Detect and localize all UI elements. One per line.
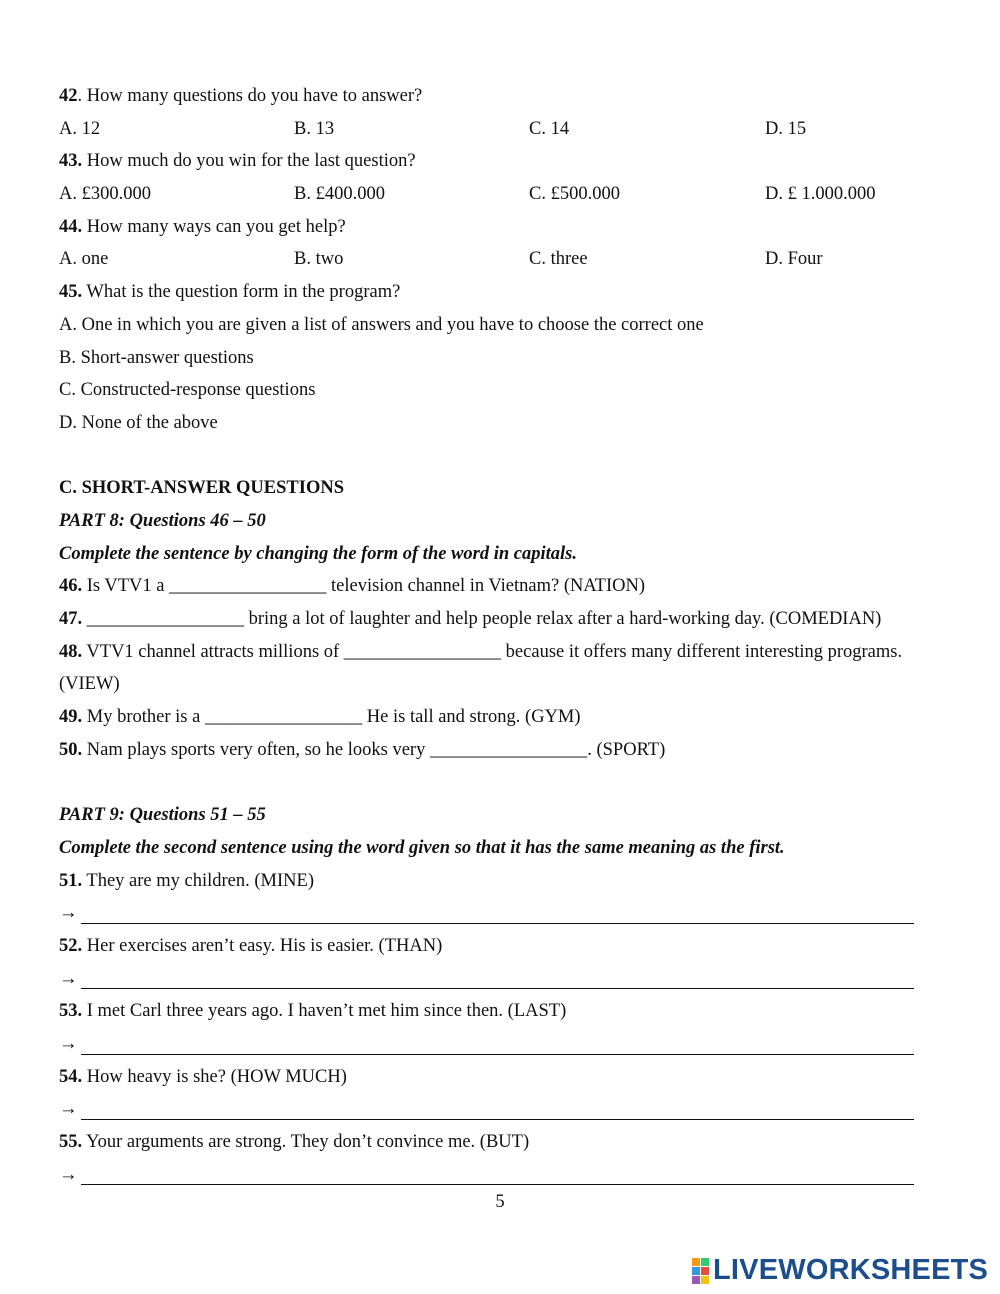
spacer	[59, 766, 959, 799]
options-42	[59, 113, 959, 146]
arrow-icon: →	[59, 1099, 78, 1120]
option-c[interactable]: C. 14	[529, 118, 570, 139]
question-number: 52.	[59, 935, 83, 956]
answer-line-52[interactable]	[59, 963, 959, 996]
option-a[interactable]: A. £300.000	[59, 184, 151, 205]
arrow-icon: →	[59, 1164, 78, 1185]
question-number: 53.	[59, 1001, 83, 1022]
question-55	[59, 1126, 959, 1159]
liveworksheets-logo	[692, 1254, 988, 1287]
question-text: (VIEW)	[59, 674, 120, 695]
question-54	[59, 1061, 959, 1094]
option-a[interactable]: A. One in which you are given a list of answers and you have to choose the correct one	[59, 314, 704, 335]
question-number: 42	[59, 86, 78, 106]
question-number: 43.	[59, 151, 83, 172]
question-number: 45.	[59, 282, 83, 303]
option-d[interactable]: D. None of the above	[59, 412, 218, 433]
logo-text: LIVEWORKSHEETS	[713, 1254, 989, 1286]
part-8-instruction: Complete the sentence by changing the form of the word in capitals.	[59, 543, 577, 564]
question-48-continued	[59, 668, 959, 701]
question-45	[59, 276, 959, 309]
option-b[interactable]: B. Short-answer questions	[59, 347, 254, 368]
question-43	[59, 145, 959, 178]
question-number: 49.	[59, 707, 83, 728]
option-b[interactable]: B. 13	[294, 118, 335, 139]
question-46[interactable]	[59, 570, 959, 603]
answer-line-55[interactable]	[59, 1159, 959, 1192]
answer-rule[interactable]	[81, 966, 914, 989]
option-a[interactable]: A. 12	[59, 118, 101, 139]
question-text: They are my children. (MINE)	[82, 870, 314, 891]
option-c[interactable]: C. £500.000	[529, 184, 620, 205]
option-b[interactable]: B. £400.000	[294, 184, 385, 205]
question-number: 54.	[59, 1066, 83, 1087]
answer-rule[interactable]	[81, 1097, 914, 1120]
page-number: 5	[495, 1192, 505, 1212]
question-text: Is VTV1 a _________________ television channel in Vietnam? (NATION)	[82, 576, 645, 597]
option-d[interactable]: D. £ 1.000.000	[765, 184, 876, 205]
arrow-icon: →	[59, 903, 78, 924]
question-50[interactable]	[59, 734, 959, 767]
question-number: 55.	[59, 1132, 83, 1152]
answer-rule[interactable]	[81, 901, 914, 924]
arrow-icon: →	[59, 1033, 78, 1054]
option-a[interactable]: A. one	[59, 249, 109, 270]
question-44	[59, 211, 959, 244]
question-text: _________________ bring a lot of laughter and help people relax after a hard-working day. (COMEDIAN)	[82, 609, 882, 629]
options-43	[59, 178, 959, 211]
question-number: 48.	[59, 641, 83, 662]
worksheet-page	[59, 80, 959, 1191]
question-text: How many questions do you have to answer?	[82, 86, 423, 106]
question-text: Your arguments are strong. They don’t convince me. (BUT)	[82, 1132, 530, 1152]
option-d[interactable]: D. Four	[765, 249, 823, 270]
option-c[interactable]: C. Constructed-response questions	[59, 380, 316, 401]
question-48[interactable]	[59, 636, 959, 669]
question-number: 46.	[59, 576, 83, 597]
option-c[interactable]: C. three	[529, 249, 588, 270]
option-b[interactable]: B. two	[294, 249, 344, 270]
part-9-title: PART 9: Questions 51 – 55	[59, 805, 266, 826]
section-title	[59, 472, 959, 505]
arrow-icon: →	[59, 968, 78, 989]
part-8-title: PART 8: Questions 46 – 50	[59, 510, 266, 531]
answer-line-54[interactable]	[59, 1093, 959, 1126]
answer-rule[interactable]	[81, 1162, 914, 1185]
question-47[interactable]	[59, 603, 959, 636]
question-text: How many ways can you get help?	[82, 216, 346, 237]
question-number: 51.	[59, 870, 83, 891]
question-text: What is the question form in the program?	[82, 282, 401, 303]
question-text: Nam plays sports very often, so he looks very _________________. (SPORT)	[82, 739, 666, 760]
question-text: VTV1 channel attracts millions of _________________ because it offers many different interesting programs.	[82, 641, 903, 662]
question-text: How heavy is she? (HOW MUCH)	[82, 1066, 347, 1087]
question-53	[59, 995, 959, 1028]
question-text: My brother is a _________________ He is tall and strong. (GYM)	[82, 707, 581, 728]
question-42	[59, 80, 959, 113]
answer-line-51[interactable]	[59, 897, 959, 930]
question-number: 44.	[59, 216, 83, 237]
question-49[interactable]	[59, 701, 959, 734]
question-text: .	[77, 86, 83, 106]
question-text: I met Carl three years ago. I haven’t met him since then. (LAST)	[82, 1001, 567, 1022]
question-52	[59, 930, 959, 963]
spacer	[59, 440, 959, 473]
question-text: How much do you win for the last question?	[82, 151, 416, 172]
options-44	[59, 243, 959, 276]
section-title-text: C. SHORT-ANSWER QUESTIONS	[59, 478, 344, 499]
question-number: 50.	[59, 739, 83, 760]
question-text: Her exercises aren’t easy. His is easier. (THAN)	[82, 935, 443, 956]
option-d[interactable]: D. 15	[765, 118, 807, 139]
logo-grid-icon	[692, 1258, 709, 1284]
answer-rule[interactable]	[81, 1032, 914, 1055]
question-51	[59, 865, 959, 898]
question-number: 47.	[59, 609, 83, 629]
part-9-instruction: Complete the second sentence using the word given so that it has the same meaning as the first.	[59, 837, 785, 858]
answer-line-53[interactable]	[59, 1028, 959, 1061]
